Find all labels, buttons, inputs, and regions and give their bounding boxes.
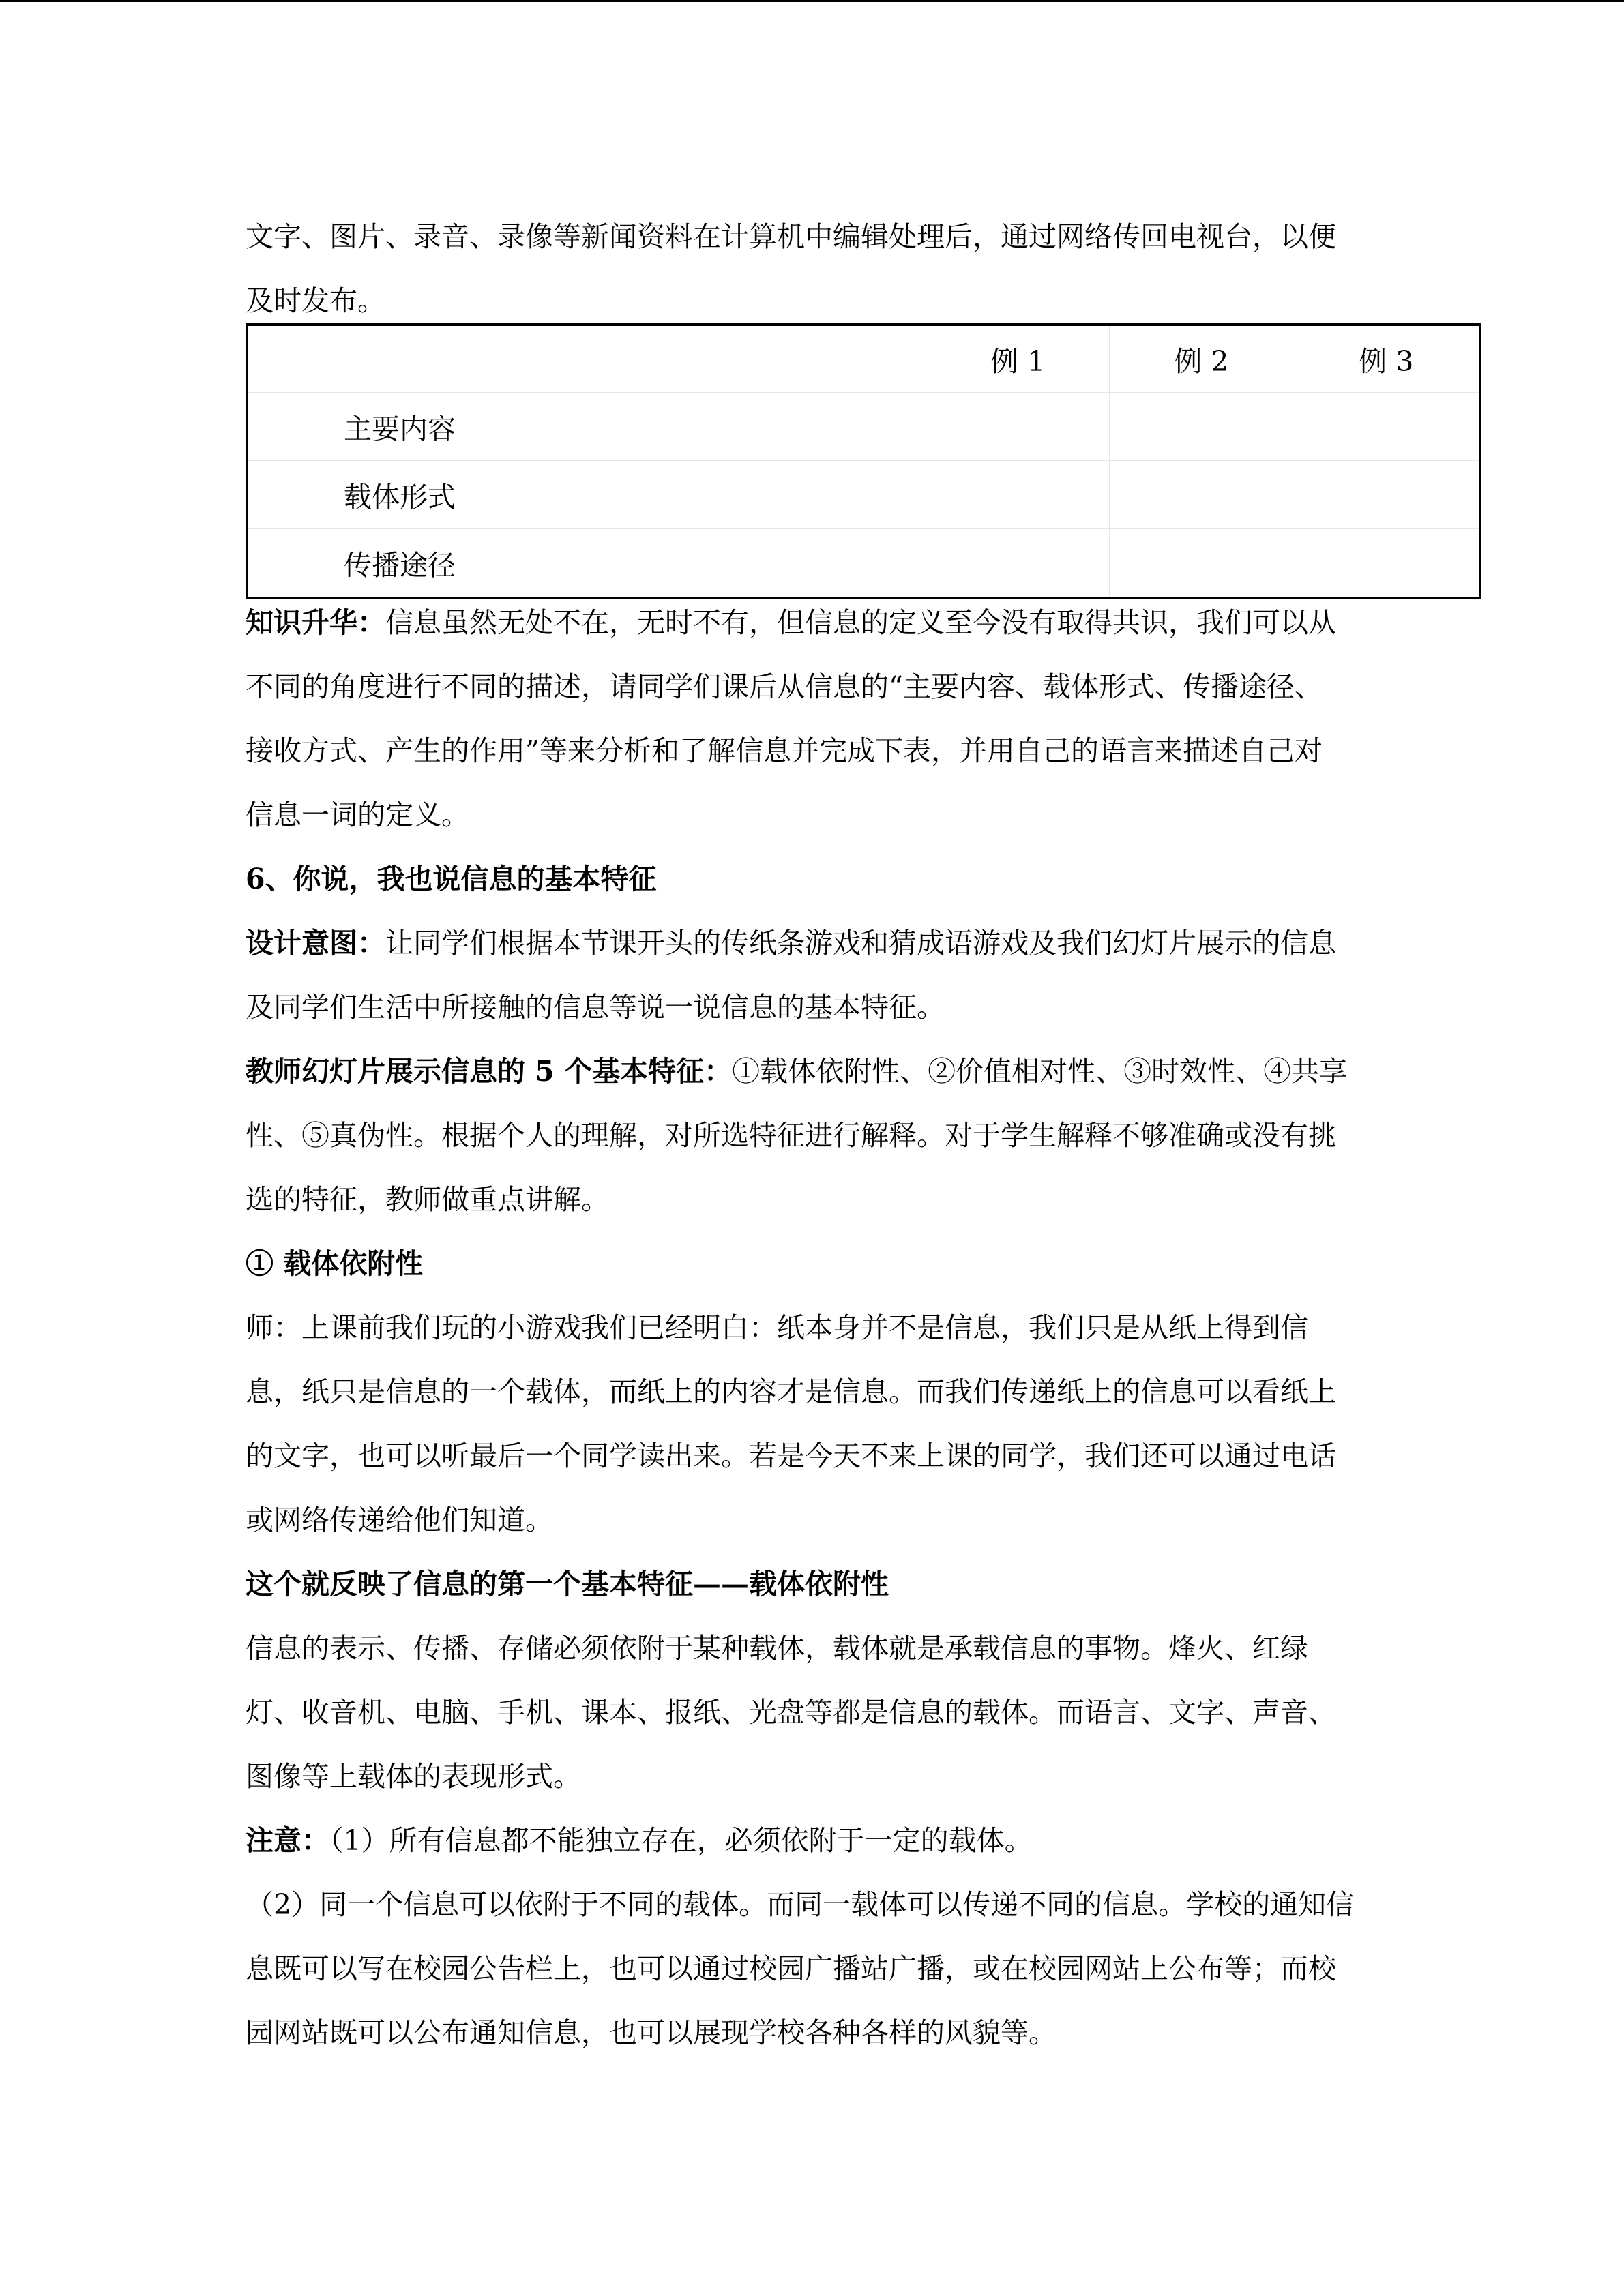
table-header-cell: 例 2 bbox=[1110, 325, 1293, 393]
knowledge-line-1 bbox=[246, 591, 1381, 655]
table-cell bbox=[1110, 529, 1293, 599]
knowledge-label: 知识升华： bbox=[246, 606, 385, 639]
knowledge-line-4: 信息一词的定义。 bbox=[246, 799, 469, 831]
table-cell bbox=[1110, 461, 1293, 529]
teacher-talk-line-1: 师：上课前我们玩的小游戏我们已经明白：纸本身并不是信息，我们只是从纸上得到信 bbox=[246, 1311, 1308, 1344]
table-row-label: 载体形式 bbox=[247, 461, 926, 529]
design-text: 让同学们根据本节课开头的传纸条游戏和猜成语游戏及我们幻灯片展示的信息 bbox=[385, 927, 1336, 959]
explain-line-3: 图像等上载体的表现形式。 bbox=[246, 1760, 581, 1793]
table-row-label: 传播途径 bbox=[247, 529, 926, 599]
knowledge-line-3: 接收方式、产生的作用”等来分析和了解信息并完成下表，并用自己的语言来描述自己对 bbox=[246, 734, 1323, 767]
teacher-label: 教师幻灯片展示信息的 5 个基本特征： bbox=[246, 1055, 733, 1088]
note-line-2: （2）同一个信息可以依附于不同的载体。而同一载体可以传递不同的信息。学校的通知信 bbox=[246, 1888, 1355, 1921]
teacher-text: ①载体依附性、②价值相对性、③时效性、④共享 bbox=[732, 1055, 1348, 1088]
table-row bbox=[247, 393, 1480, 461]
table-cell bbox=[926, 529, 1110, 599]
main-content bbox=[246, 591, 1381, 2065]
table-cell bbox=[1110, 393, 1293, 461]
note-line-3: 息既可以写在校园公告栏上，也可以通过校园广播站广播，或在校园网站上公布等；而校 bbox=[246, 1952, 1336, 1985]
table-cell bbox=[1293, 461, 1480, 529]
teacher-line-1 bbox=[246, 1039, 1381, 1103]
intro-line-1: 文字、图片、录音、录像等新闻资料在计算机中编辑处理后，通过网络传回电视台，以便 bbox=[246, 220, 1336, 253]
design-line-2: 及同学们生活中所接触的信息等说一说信息的基本特征。 bbox=[246, 991, 945, 1024]
table-cell bbox=[926, 393, 1110, 461]
teacher-line-2: 性、⑤真伪性。根据个人的理解，对所选特征进行解释。对于学生解释不够准确或没有挑 bbox=[246, 1119, 1336, 1152]
table-row-label: 主要内容 bbox=[247, 393, 926, 461]
intro-line-2: 及时发布。 bbox=[246, 284, 385, 317]
teacher-talk-line-4: 或网络传递给他们知道。 bbox=[246, 1504, 553, 1536]
page-top-border bbox=[0, 0, 1624, 2]
feature-1-heading: ① 载体依附性 bbox=[246, 1247, 424, 1280]
table-header-cell bbox=[247, 325, 926, 393]
knowledge-text: 信息虽然无处不在，无时不有，但信息的定义至今没有取得共识，我们可以从 bbox=[385, 606, 1336, 639]
teacher-talk-line-2: 息，纸只是信息的一个载体，而纸上的内容才是信息。而我们传递纸上的信息可以看纸上 bbox=[246, 1375, 1336, 1408]
example-table bbox=[246, 323, 1481, 599]
table-row bbox=[247, 529, 1480, 599]
table-header-row bbox=[247, 325, 1480, 393]
reflect-heading: 这个就反映了信息的第一个基本特征——载体依附性 bbox=[246, 1568, 889, 1600]
intro-block bbox=[246, 205, 1381, 333]
table-cell bbox=[1293, 529, 1480, 599]
note-line-1 bbox=[246, 1808, 1381, 1873]
note-line-4: 园网站既可以公布通知信息，也可以展现学校各种各样的风貌等。 bbox=[246, 2016, 1057, 2049]
table-cell bbox=[1293, 393, 1480, 461]
example-table-wrap bbox=[246, 323, 1481, 599]
section-6-heading: 6、你说，我也说信息的基本特征 bbox=[246, 863, 657, 895]
explain-line-2: 灯、收音机、电脑、手机、课本、报纸、光盘等都是信息的载体。而语言、文字、声音、 bbox=[246, 1696, 1336, 1729]
note-text-1: （1）所有信息都不能独立存在，必须依附于一定的载体。 bbox=[329, 1824, 1033, 1857]
table-row bbox=[247, 461, 1480, 529]
table-header-cell: 例 1 bbox=[926, 325, 1110, 393]
note-label: 注意： bbox=[246, 1824, 329, 1857]
design-label: 设计意图： bbox=[246, 927, 385, 959]
teacher-talk-line-3: 的文字，也可以听最后一个同学读出来。若是今天不来上课的同学，我们还可以通过电话 bbox=[246, 1440, 1336, 1472]
table-cell bbox=[926, 461, 1110, 529]
teacher-line-3: 选的特征，教师做重点讲解。 bbox=[246, 1183, 609, 1216]
explain-line-1: 信息的表示、传播、存储必须依附于某种载体，载体就是承载信息的事物。烽火、红绿 bbox=[246, 1632, 1308, 1665]
knowledge-line-2: 不同的角度进行不同的描述，请同学们课后从信息的“主要内容、载体形式、传播途径、 bbox=[246, 670, 1323, 703]
table-header-cell: 例 3 bbox=[1293, 325, 1480, 393]
design-line-1 bbox=[246, 911, 1381, 975]
